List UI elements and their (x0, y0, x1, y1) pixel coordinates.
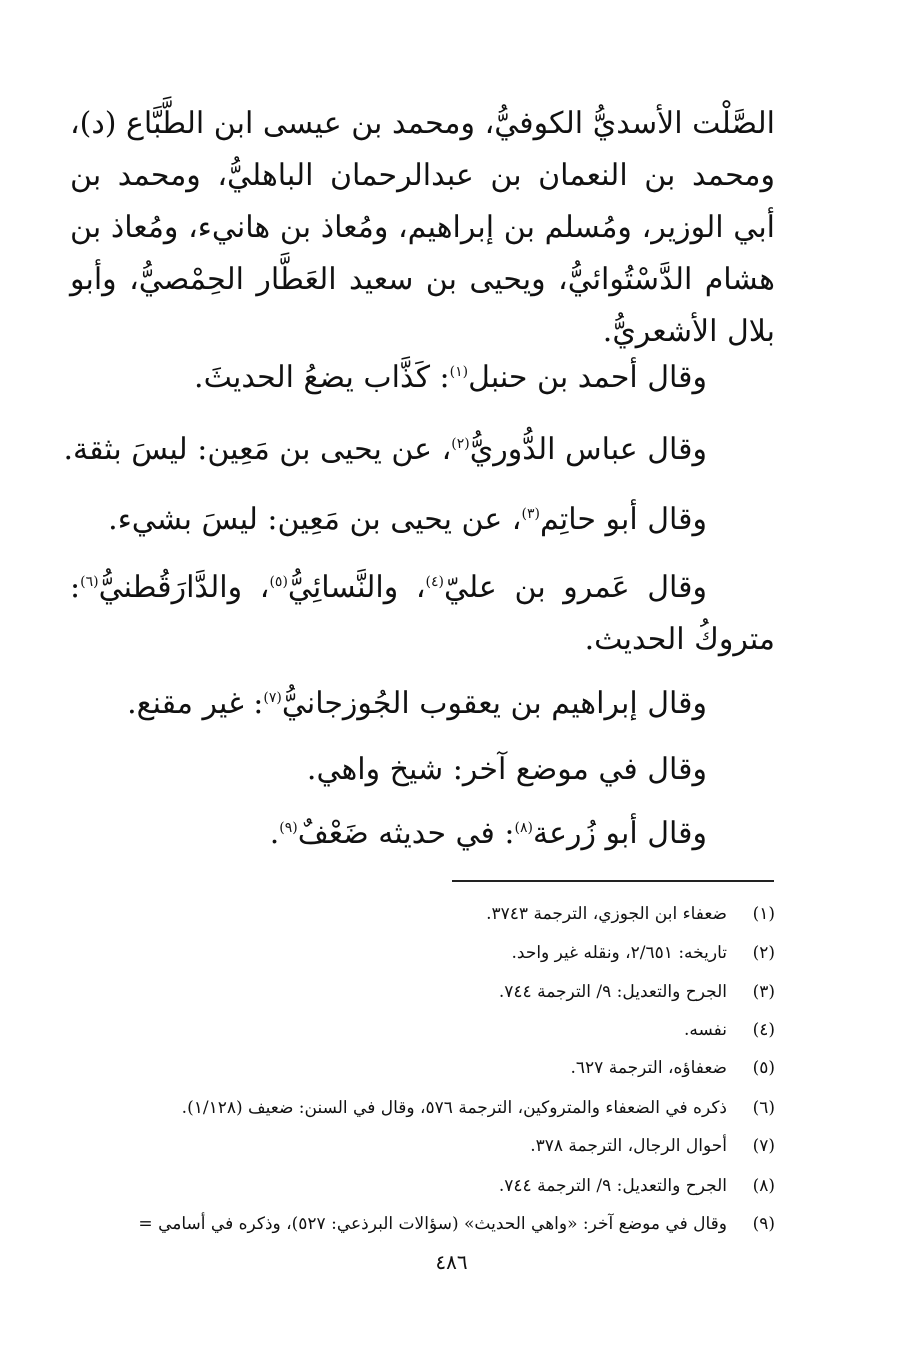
abbas-statement: وقال عباس الدُّوريُّ$^{(٢)}$، عن يحيى بن مَعِين: ليسَ بثقة. (63, 432, 707, 467)
footnote-ref-6: (٦) (80, 574, 99, 590)
footnote: (٩)وقال في موضع آخر: «واهي الحديث» (سؤالات البرذعي: ٥٢٧)، وذكره في أسامي = (138, 1214, 775, 1234)
footnote-ref-1: (١) (449, 364, 469, 380)
footnote: (٥)ضعفاؤه، الترجمة ٦٢٧. (570, 1058, 775, 1078)
footnote: (٦)ذكره في الضعفاء والمتروكين، الترجمة ٥٧٦، وقال في السنن: ضعيف (١/١٢٨). (181, 1098, 775, 1118)
continued-paragraph: الصَّلْت الأسديُّ الكوفيُّ، ومحمد بن عيسى ابن الطَّبَّاع (د)، ومحمد بن النعمان بن عبدالرحمان الباهليُّ، ومحمد بن أبي الوزير، ومُسلم بن إبراهيم، ومُعاذ بن هانيء، ومُعاذ بن هشام الدَّسْتُوائيُّ، ويحيى بن سعيد العَطَّار الحِمْصيُّ، وأبو بلال الأشعريُّ. (70, 106, 775, 349)
footnote: (٢)تاريخه: ٢/٦٥١، ونقله غير واحد. (511, 943, 775, 963)
footnote-ref-3: (٣) (521, 506, 540, 522)
footnote-separator (452, 880, 774, 882)
footnote-ref-2: (٢) (451, 436, 470, 452)
abu-hatim-statement: وقال أبو حاتِم$^{(٣)}$، عن يحيى بن مَعِين: ليسَ بشيء. (108, 502, 707, 537)
ahmad-statement: وقال أحمد بن حنبل$^{(١)}$: كَذَّاب يضعُ الحديثَ. (194, 360, 707, 395)
page-number: ٤٨٦ (435, 1250, 468, 1274)
footnote-ref-4: (٤) (425, 574, 444, 590)
footnote-ref-7: (٧) (263, 690, 282, 706)
abu-zura-statement: وقال أبو زُرعة$^{(٨)}$: في حديثه ضَعْفٌ$^{(٩)}$. (269, 816, 707, 851)
footnote-ref-5: (٥) (269, 574, 288, 590)
footnote-ref-9: (٩) (279, 820, 298, 836)
footnote: (٣)الجرح والتعديل: ٩/ الترجمة ٧٤٤. (498, 982, 775, 1002)
other-place-statement: وقال في موضع آخر: شيخ واهي. (306, 752, 707, 787)
footnote: (٤)نفسه. (683, 1020, 775, 1040)
footnote-ref-8: (٨) (514, 820, 534, 836)
amr-statement: وقال عَمرو بن عليّ$^{(٤)}$، والنَّسائِيُّ$^{(٥)}$، والدَّارَقُطنيُّ$^{(٦)}$: متروكُ الحديث. (70, 570, 775, 657)
footnote: (٧)أحوال الرجال، الترجمة ٣٧٨. (530, 1136, 775, 1156)
footnote: (١)ضعفاء ابن الجوزي، الترجمة ٣٧٤٣. (486, 904, 775, 924)
footnote: (٨)الجرح والتعديل: ٩/ الترجمة ٧٤٤. (498, 1176, 775, 1196)
jawzajani-statement: وقال إبراهيم بن يعقوب الجُوزجانيُّ$^{(٧)}$: غير مقنع. (127, 686, 707, 721)
